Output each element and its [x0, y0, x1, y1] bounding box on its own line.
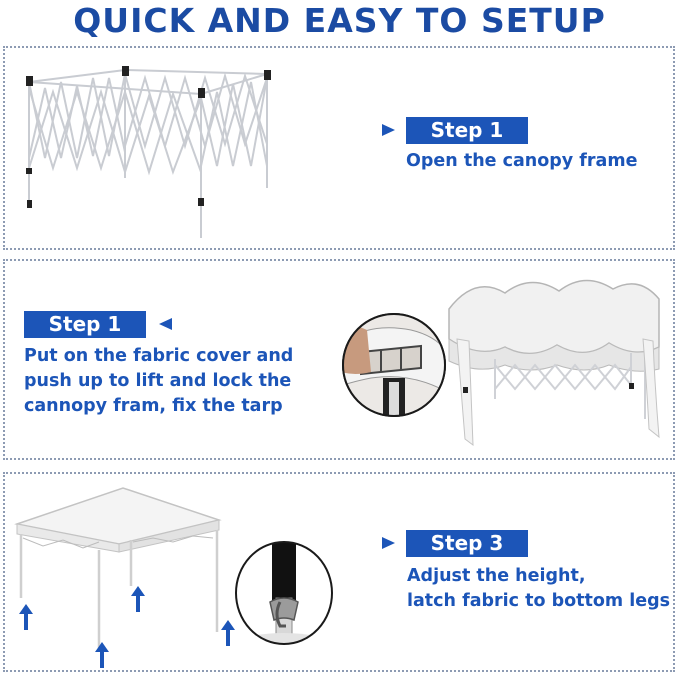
up-arrow-icon: [131, 586, 145, 612]
folded-frame-image: [5, 48, 305, 248]
leg-latch-detail-image: [234, 540, 334, 646]
step-description-line: push up to lift and lock the: [24, 371, 292, 391]
step-badge: Step 3: [406, 530, 528, 557]
up-arrow-icon: [95, 642, 109, 668]
lock-detail-image: [341, 312, 447, 418]
triangle-left-icon: [159, 318, 172, 330]
step-2-panel: [3, 259, 675, 460]
step-badge: Step 1: [406, 117, 528, 144]
step-1-panel: [3, 46, 675, 250]
canopy-with-cover-image: [435, 269, 671, 454]
up-arrow-icon: [19, 604, 33, 630]
triangle-right-icon: [382, 537, 395, 549]
step-description: Open the canopy frame: [406, 151, 638, 171]
triangle-right-icon: [382, 124, 395, 136]
canopy-setup-image: [13, 480, 233, 672]
step-3-panel: [3, 472, 675, 672]
step-badge: Step 1: [24, 311, 146, 338]
up-arrow-icon: [221, 620, 235, 646]
step-description-line: Put on the fabric cover and: [24, 346, 294, 366]
step-description-line: Adjust the height,: [407, 566, 586, 586]
step-description-line: cannopy fram, fix the tarp: [24, 396, 283, 416]
page-title: QUICK AND EASY TO SETUP: [73, 1, 606, 40]
step-description-line: latch fabric to bottom legs: [407, 591, 671, 611]
